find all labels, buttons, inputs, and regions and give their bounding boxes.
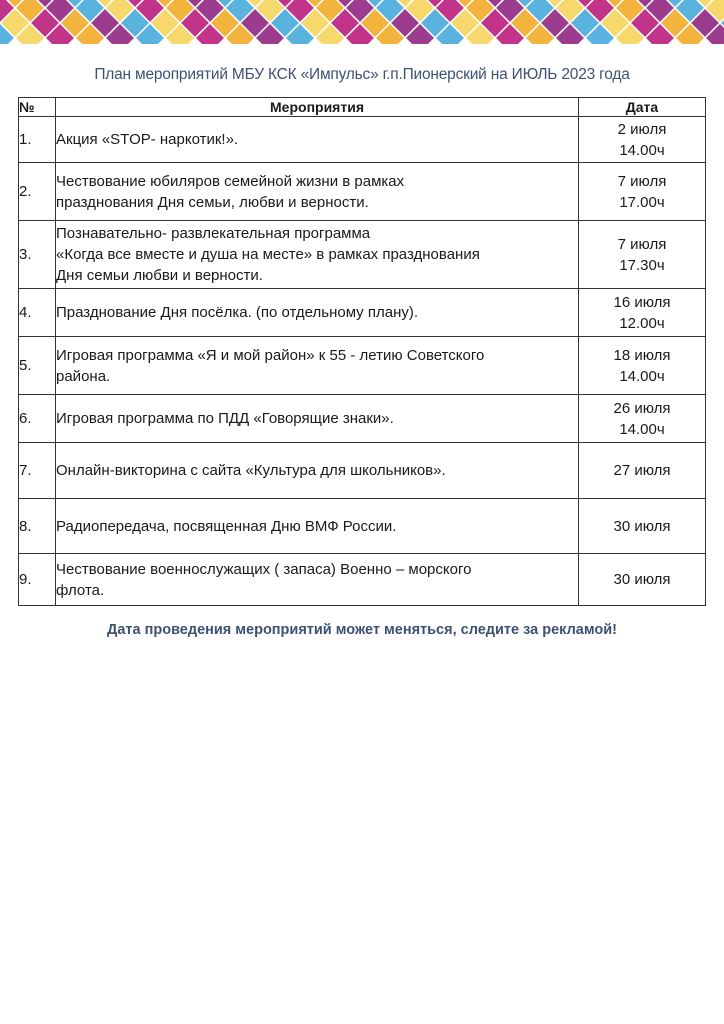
row-number: 5. — [19, 337, 56, 395]
table-row — [19, 163, 706, 221]
events-table — [18, 97, 706, 606]
table-row — [19, 117, 706, 163]
event-line: Чествование военнослужащих ( запаса) Военно – морского — [56, 560, 472, 578]
table-row — [19, 395, 706, 443]
row-event — [56, 289, 579, 337]
header-date: Дата — [579, 98, 706, 117]
date-time: 17.30ч — [619, 256, 665, 274]
page-title: План мероприятий МБУ КСК «Импульс» г.п.Пионерский на ИЮЛЬ 2023 года — [94, 66, 630, 83]
table-row — [19, 554, 706, 606]
event-line: «Когда все вместе и душа на месте» в рамках празднования — [56, 246, 480, 263]
row-date — [579, 443, 706, 499]
table-row — [19, 289, 706, 337]
table-row — [19, 337, 706, 395]
event-line: района. — [56, 367, 111, 385]
date-time: 17.00ч — [619, 193, 665, 211]
date-day: 18 июля — [613, 346, 671, 364]
event-line: Познавательно- развлекательная программа — [56, 225, 371, 242]
event-line: Чествование юбиляров семейной жизни в рамках — [56, 172, 405, 190]
date-day: 27 июля — [613, 462, 671, 479]
row-date — [579, 395, 706, 443]
row-event — [56, 443, 579, 499]
row-event — [56, 554, 579, 606]
row-event — [56, 163, 579, 221]
row-event — [56, 499, 579, 554]
row-number: 3. — [19, 221, 56, 289]
date-day: 30 июля — [613, 571, 671, 588]
date-day: 2 июля — [617, 120, 667, 138]
row-date — [579, 499, 706, 554]
date-day: 30 июля — [613, 517, 671, 535]
row-number: 4. — [19, 289, 56, 337]
table-header-row — [19, 98, 706, 117]
table-row — [19, 443, 706, 499]
banner-edge — [0, 44, 724, 50]
row-date — [579, 554, 706, 606]
row-date — [579, 289, 706, 337]
event-line: Акция «STOP- наркотик!». — [56, 131, 239, 148]
diamond-pattern-banner — [0, 0, 724, 50]
event-line: Радиопередача, посвященная Дню ВМФ России. — [56, 517, 397, 535]
row-event — [56, 395, 579, 443]
date-day: 26 июля — [613, 399, 671, 417]
event-line: Игровая программа по ПДД «Говорящие знаки». — [56, 410, 394, 427]
header-number: № — [19, 98, 56, 117]
date-time: 14.00ч — [619, 141, 665, 159]
row-date — [579, 221, 706, 289]
date-time: 14.00ч — [619, 367, 665, 385]
date-day: 16 июля — [613, 293, 671, 311]
row-event — [56, 221, 579, 289]
row-number: 6. — [19, 395, 56, 443]
row-date — [579, 337, 706, 395]
date-day: 7 июля — [617, 235, 667, 253]
row-number: 8. — [19, 499, 56, 554]
row-event — [56, 117, 579, 163]
date-day: 7 июля — [617, 172, 667, 190]
decorative-banner — [0, 0, 724, 50]
event-line: Дня семьи любви и верности. — [56, 267, 263, 284]
event-line: флота. — [56, 581, 105, 599]
event-line: Игровая программа «Я и мой район» к 55 - летию Советского — [56, 346, 485, 364]
event-line: празднования Дня семьи, любви и верности. — [56, 193, 369, 211]
event-line: Празднование Дня посёлка. (по отдельному плану). — [56, 304, 419, 321]
row-number: 2. — [19, 163, 56, 221]
date-time: 12.00ч — [619, 314, 665, 332]
row-date — [579, 117, 706, 163]
row-event — [56, 337, 579, 395]
row-number: 7. — [19, 443, 56, 499]
table-row — [19, 221, 706, 289]
header-event: Мероприятия — [56, 98, 579, 117]
event-line: Онлайн-викторина с сайта «Культура для школьников». — [56, 462, 446, 479]
row-number: 1. — [19, 117, 56, 163]
row-number: 9. — [19, 554, 56, 606]
date-time: 14.00ч — [619, 420, 665, 438]
footer-note: Дата проведения мероприятий может меняться, следите за рекламой! — [107, 622, 617, 638]
table-row — [19, 499, 706, 554]
row-date — [579, 163, 706, 221]
